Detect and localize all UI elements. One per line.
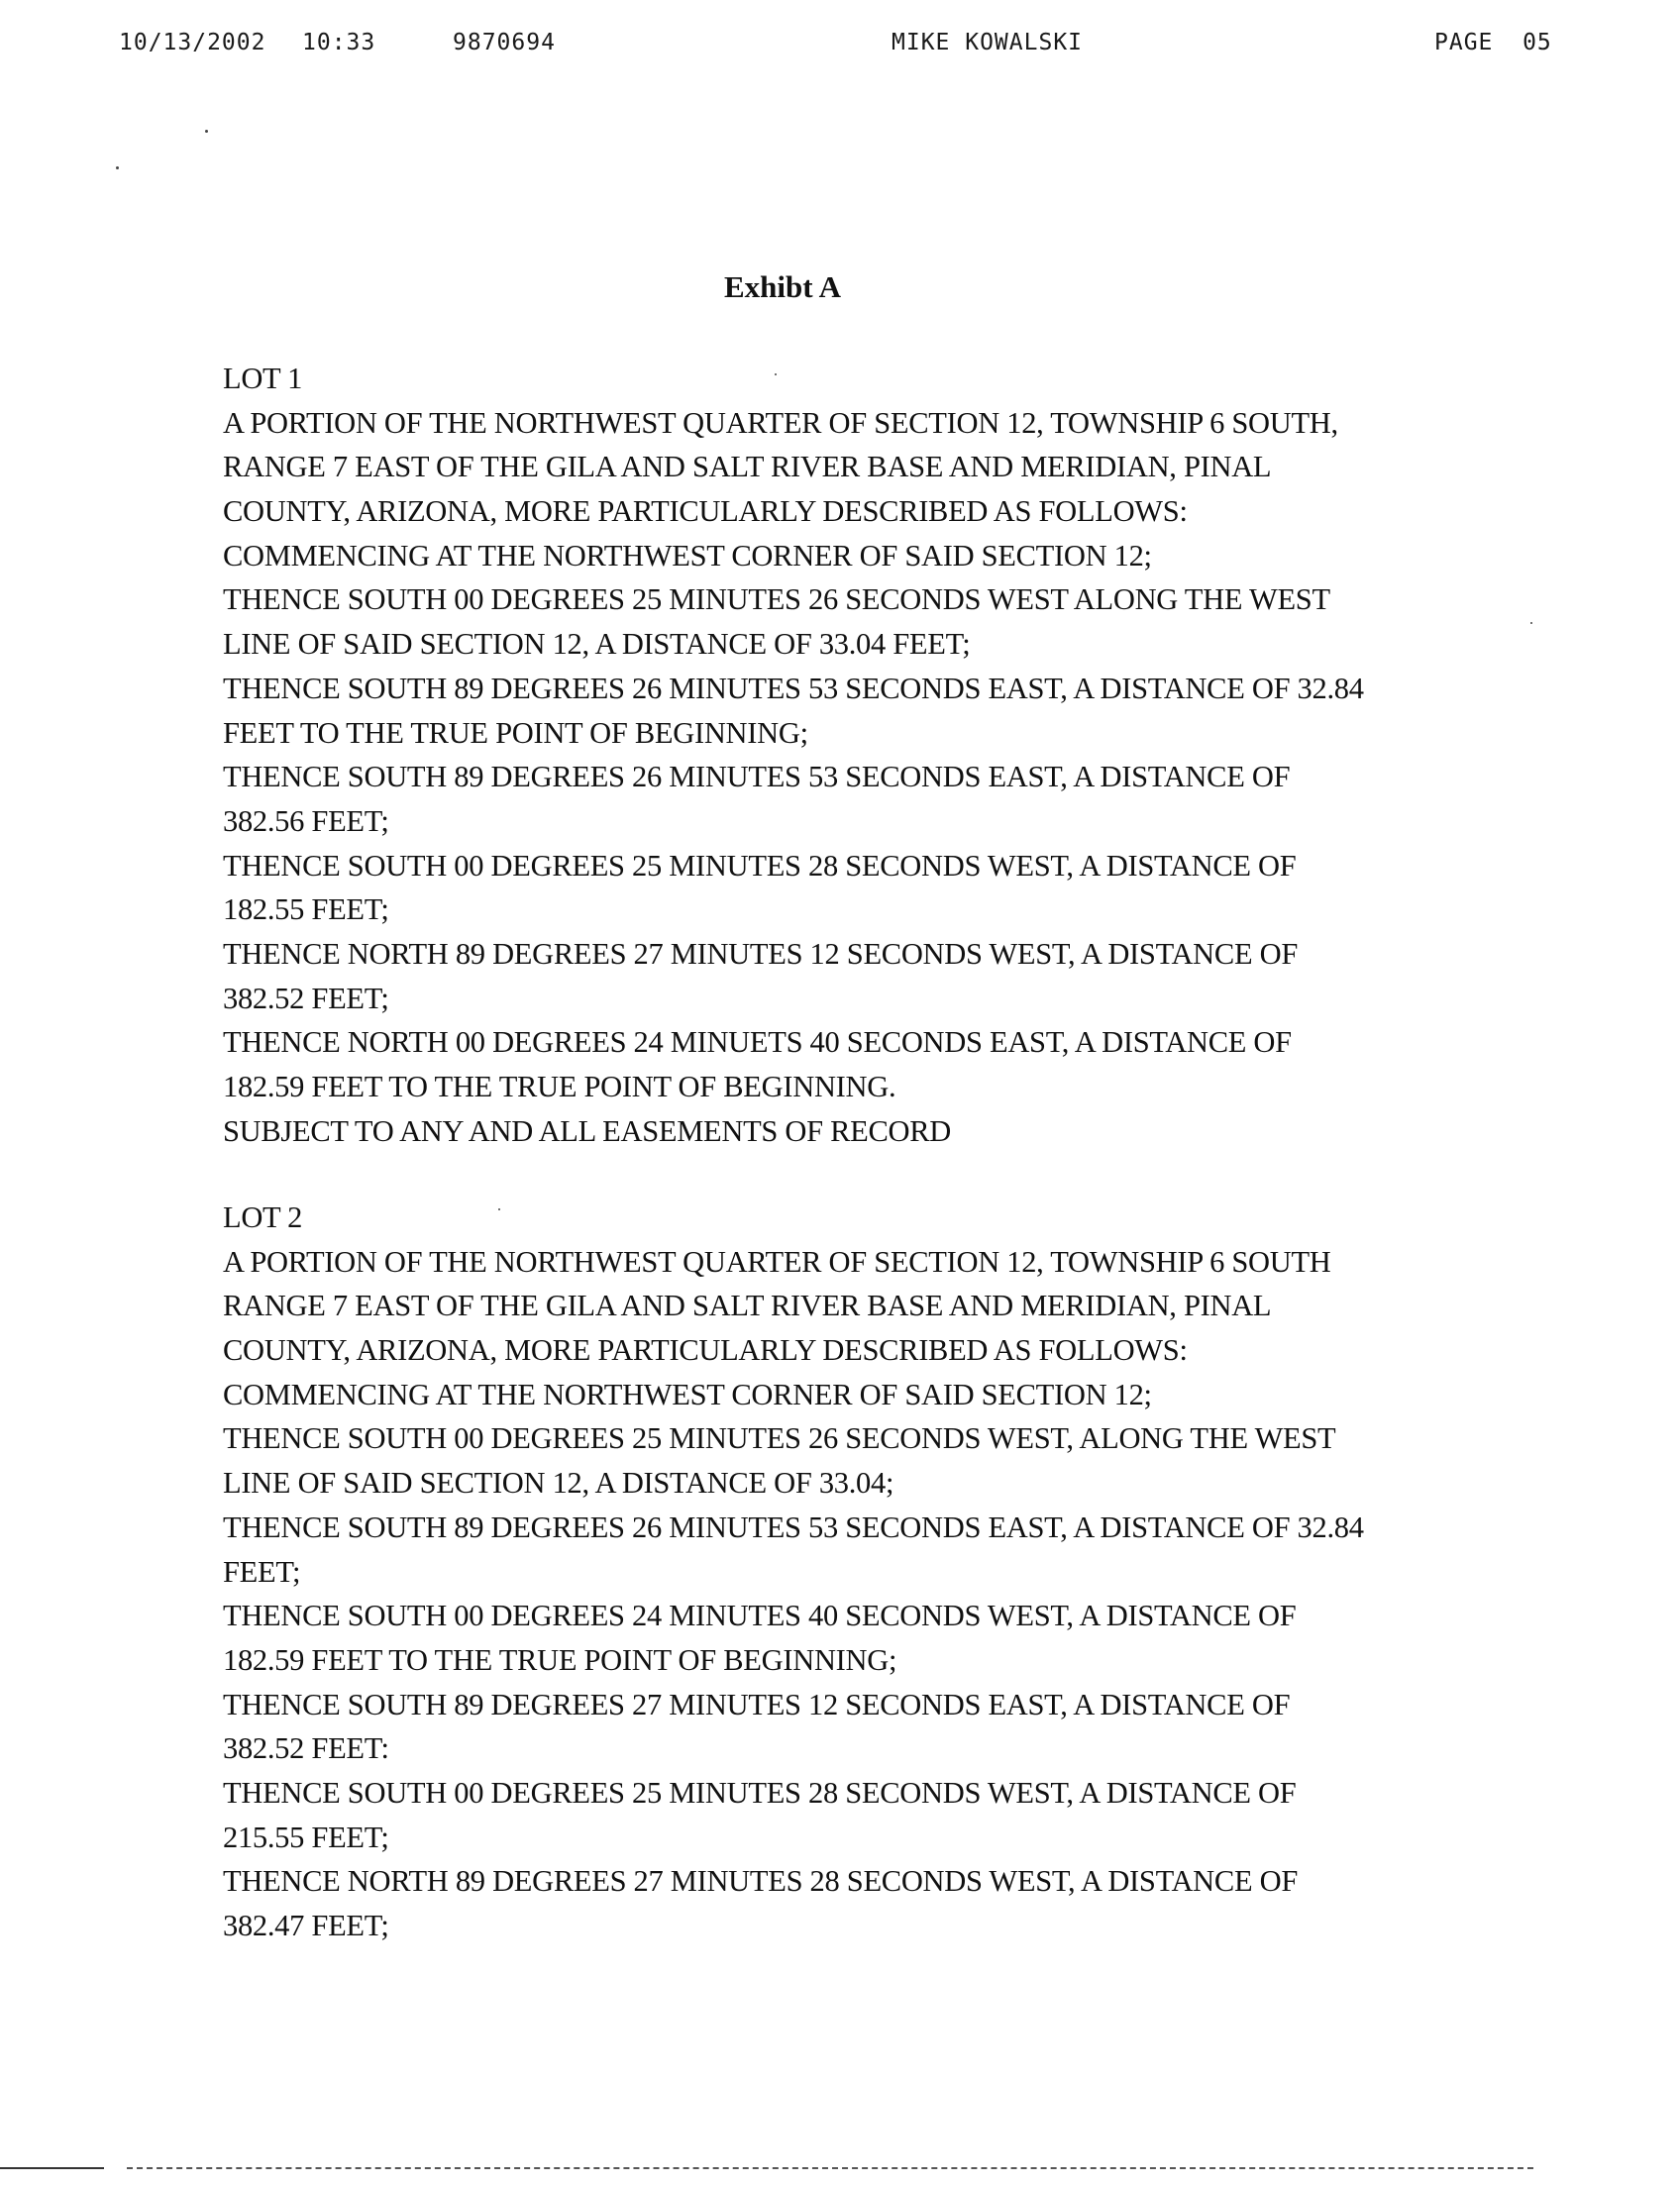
- legal-description-line: A PORTION OF THE NORTHWEST QUARTER OF SECTION 12, TOWNSHIP 6 SOUTH: [223, 1244, 1331, 1279]
- legal-description-line: SUBJECT TO ANY AND ALL EASEMENTS OF RECORD: [223, 1113, 952, 1148]
- fax-sender: MIKE KOWALSKI: [892, 30, 1084, 55]
- legal-description-line: 215.55 FEET;: [223, 1820, 389, 1854]
- legal-description-line: THENCE SOUTH 00 DEGREES 25 MINUTES 28 SECONDS WEST, A DISTANCE OF: [223, 1775, 1297, 1810]
- legal-description-line: THENCE SOUTH 00 DEGREES 25 MINUTES 26 SECONDS WEST ALONG THE WEST: [223, 582, 1330, 617]
- lot-heading: LOT 1: [223, 362, 303, 395]
- legal-description-line: COMMENCING AT THE NORTHWEST CORNER OF SAID SECTION 12;: [223, 538, 1152, 573]
- legal-description-line: FEET;: [223, 1554, 301, 1589]
- legal-description-line: LINE OF SAID SECTION 12, A DISTANCE OF 33.04;: [223, 1466, 894, 1501]
- legal-description-line: 382.47 FEET;: [223, 1909, 389, 1942]
- legal-description-line: 182.59 FEET TO THE TRUE POINT OF BEGINNING.: [223, 1070, 896, 1103]
- lot-2-description: [223, 1196, 1550, 1948]
- legal-description-line: THENCE SOUTH 00 DEGREES 25 MINUTES 28 SECONDS WEST, A DISTANCE OF: [223, 848, 1297, 883]
- fax-number: 9870694: [453, 30, 556, 55]
- scan-edge-line: [127, 2167, 1533, 2169]
- legal-description-line: 382.52 FEET;: [223, 981, 389, 1015]
- document-title: Exhibt A: [723, 269, 842, 304]
- legal-description-line: THENCE NORTH 89 DEGREES 27 MINUTES 28 SECONDS WEST, A DISTANCE OF: [223, 1864, 1298, 1899]
- legal-description-line: THENCE SOUTH 00 DEGREES 24 MINUTES 40 SECONDS WEST, A DISTANCE OF: [223, 1599, 1297, 1633]
- fax-time: 10:33: [302, 30, 376, 55]
- scan-edge-line: [0, 2167, 104, 2169]
- legal-description-line: COUNTY, ARIZONA, MORE PARTICULARLY DESCRIBED AS FOLLOWS:: [223, 494, 1188, 529]
- legal-description-line: A PORTION OF THE NORTHWEST QUARTER OF SECTION 12, TOWNSHIP 6 SOUTH,: [223, 405, 1338, 440]
- legal-description-line: THENCE SOUTH 89 DEGREES 26 MINUTES 53 SECONDS EAST, A DISTANCE OF: [223, 760, 1291, 794]
- legal-description-line: THENCE SOUTH 89 DEGREES 26 MINUTES 53 SECONDS EAST, A DISTANCE OF 32.84: [223, 671, 1364, 705]
- lot-heading: LOT 2: [223, 1200, 303, 1234]
- legal-description-line: COUNTY, ARIZONA, MORE PARTICULARLY DESCRIBED AS FOLLOWS:: [223, 1333, 1188, 1368]
- legal-description-line: THENCE NORTH 89 DEGREES 27 MINUTES 12 SECONDS WEST, A DISTANCE OF: [223, 936, 1298, 971]
- lot-1-description: [223, 357, 1550, 1153]
- legal-description-line: RANGE 7 EAST OF THE GILA AND SALT RIVER BASE AND MERIDIAN, PINAL: [223, 1289, 1272, 1323]
- fax-page-number: PAGE 05: [1434, 30, 1552, 55]
- legal-description-line: THENCE SOUTH 00 DEGREES 25 MINUTES 26 SECONDS WEST, ALONG THE WEST: [223, 1421, 1336, 1456]
- scan-speck: [116, 166, 119, 169]
- legal-description-line: RANGE 7 EAST OF THE GILA AND SALT RIVER BASE AND MERIDIAN, PINAL: [223, 450, 1272, 484]
- legal-description-line: 382.56 FEET;: [223, 803, 389, 838]
- legal-description-line: LINE OF SAID SECTION 12, A DISTANCE OF 33.04 FEET;: [223, 627, 971, 662]
- legal-description-line: THENCE NORTH 00 DEGREES 24 MINUETS 40 SECONDS EAST, A DISTANCE OF: [223, 1025, 1292, 1060]
- legal-description-line: THENCE SOUTH 89 DEGREES 26 MINUTES 53 SECONDS EAST, A DISTANCE OF 32.84: [223, 1510, 1364, 1544]
- legal-description-line: 182.55 FEET;: [223, 892, 389, 927]
- scan-speck: [205, 130, 208, 133]
- legal-description-line: 382.52 FEET:: [223, 1731, 389, 1766]
- legal-description-line: THENCE SOUTH 89 DEGREES 27 MINUTES 12 SECONDS EAST, A DISTANCE OF: [223, 1687, 1291, 1721]
- fax-date: 10/13/2002: [119, 30, 266, 55]
- fax-header: [0, 30, 1680, 65]
- legal-description-line: COMMENCING AT THE NORTHWEST CORNER OF SAID SECTION 12;: [223, 1377, 1152, 1411]
- legal-description-line: FEET TO THE TRUE POINT OF BEGINNING;: [223, 715, 808, 750]
- legal-description-line: 182.59 FEET TO THE TRUE POINT OF BEGINNING;: [223, 1642, 897, 1677]
